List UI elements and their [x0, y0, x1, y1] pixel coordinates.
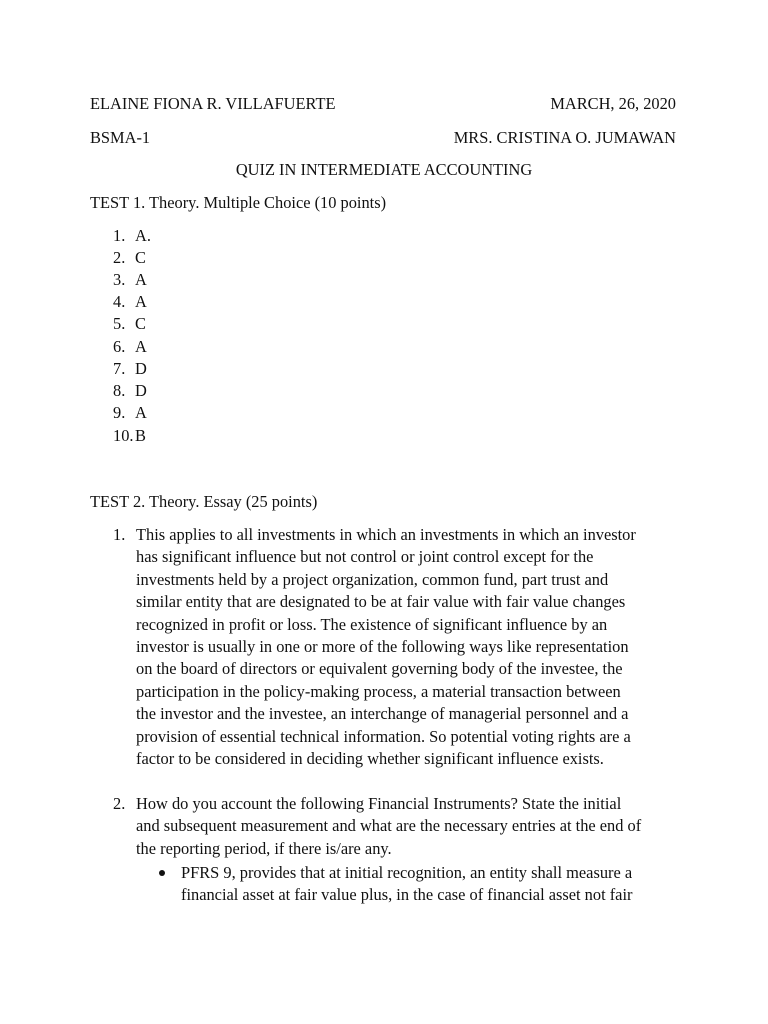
teacher-name: MRS. CRISTINA O. JUMAWAN — [453, 128, 676, 147]
list-item: 8. D — [113, 381, 147, 400]
list-item: 5. C — [113, 314, 146, 333]
test1-heading: TEST 1. Theory. Multiple Choice (10 points) — [90, 193, 387, 212]
list-item: 4. A — [113, 292, 147, 311]
quiz-date: MARCH, 26, 2020 — [550, 94, 676, 113]
bullet-item: PFRS 9, provides that at initial recognition, an entity shall measure a financial asset at fair value plus, in the case of financial asset not fair — [181, 863, 633, 905]
list-item: 6. A — [113, 337, 147, 356]
essay-item-number: 1. — [113, 525, 126, 544]
student-section: BSMA-1 — [90, 128, 151, 147]
student-name: ELAINE FIONA R. VILLAFUERTE — [90, 94, 336, 113]
essay-item-body: This applies to all investments in which an investments in which an investor has significant influence but not control or joint control except for the investments held by a project organization, common fund, part trust and similar entity that are designated to be at fair value with fair value changes recognized in profit or loss. The existence of significant influence by an investor is usually in one or more of the following ways like representation on the board of directors or equivalent governing body of the investee, the participation in the policy-making process, a material transaction between the investor and the investee, an interchange of managerial personnel and a provision of essential technical information. So potential voting rights are a factor to be considered in deciding whether significant influence exists. — [136, 525, 636, 769]
bullet-icon — [159, 870, 165, 876]
essay-item-number: 2. — [113, 794, 126, 813]
document-title: QUIZ IN INTERMEDIATE ACCOUNTING — [235, 160, 533, 179]
list-item: 3. A — [113, 270, 147, 289]
list-item: 1. A. — [113, 226, 151, 245]
list-item: 9. A — [113, 403, 147, 422]
test2-heading: TEST 2. Theory. Essay (25 points) — [90, 492, 318, 511]
essay-item-body: How do you account the following Financial Instruments? State the initial and subsequent measurement and what are the necessary entries at the end of the reporting period, if there is/are any. — [136, 794, 642, 858]
list-item: 7. D — [113, 359, 147, 378]
list-item: 2. C — [113, 248, 146, 267]
list-item: 10.B — [113, 426, 146, 445]
